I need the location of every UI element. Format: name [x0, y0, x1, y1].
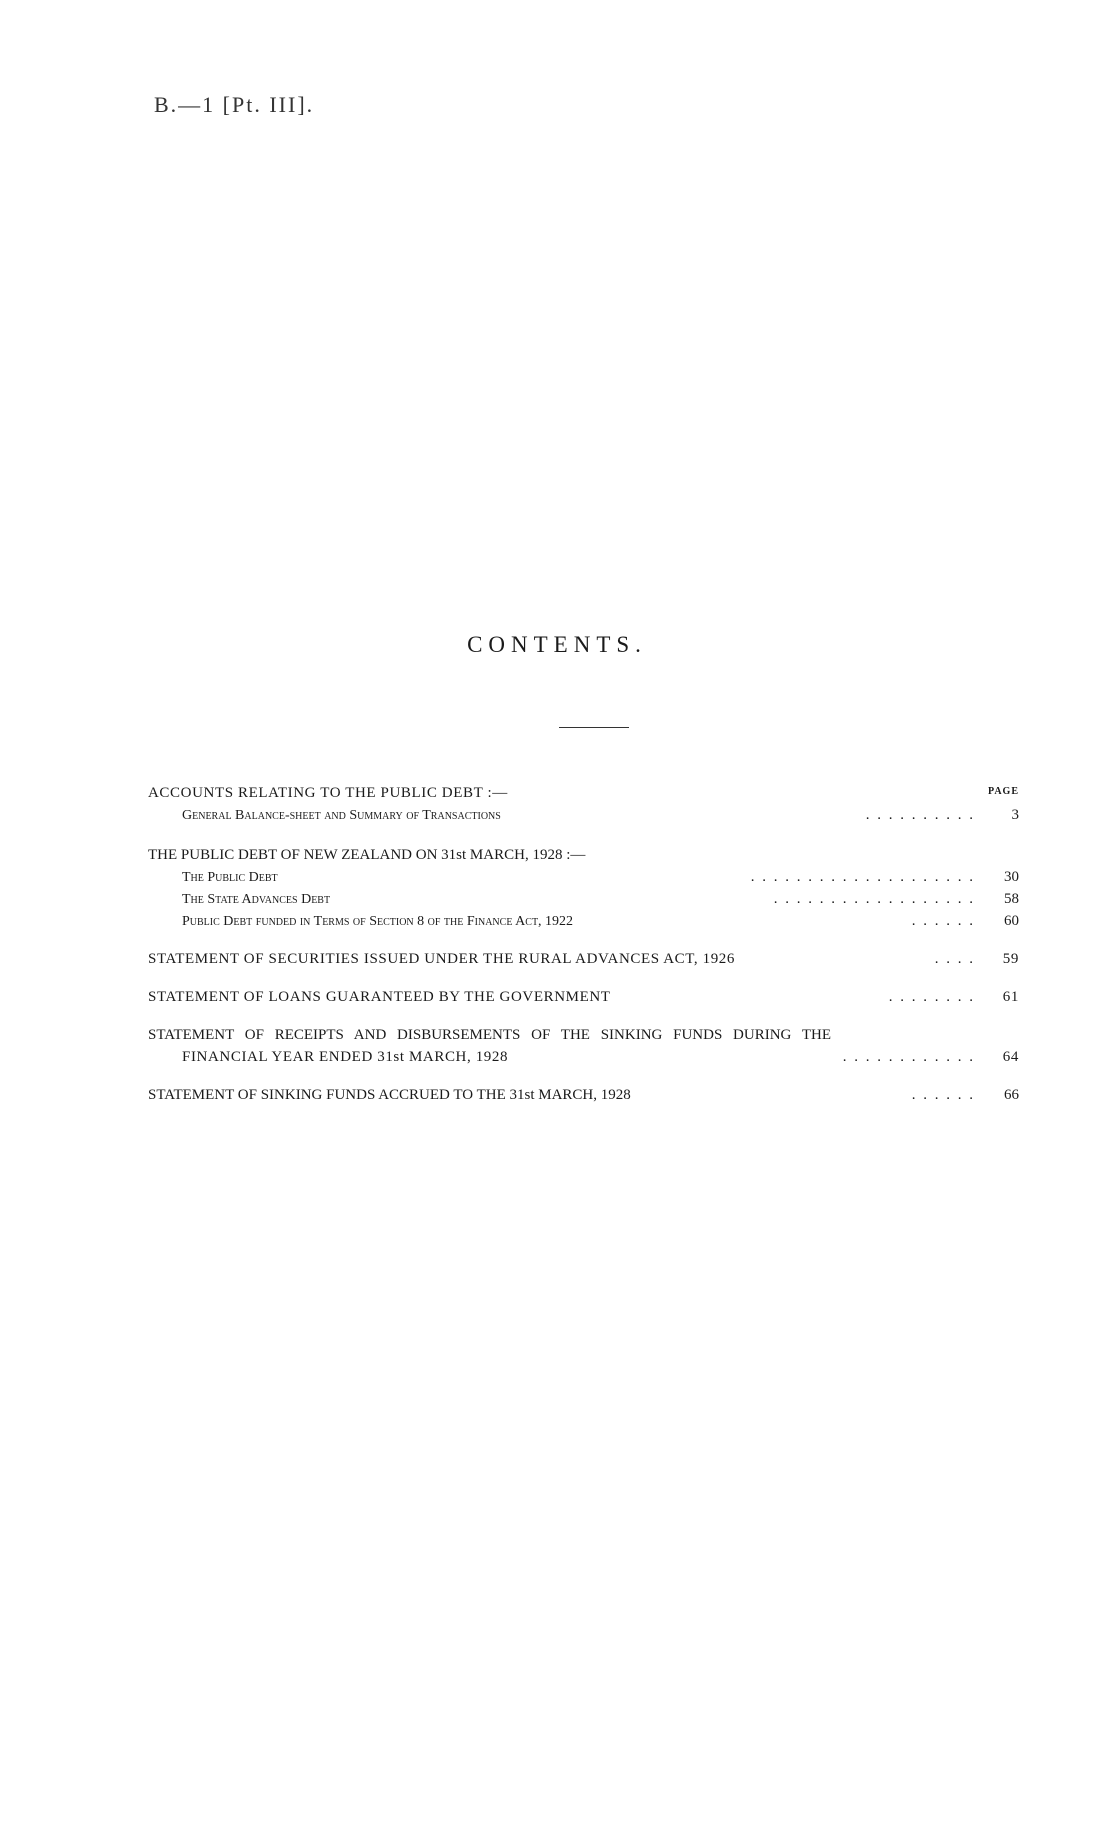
page-reference: B.—1 [Pt. III].	[154, 92, 315, 117]
toc-entry[interactable]	[148, 804, 1019, 826]
leader-dots: . . . . . .	[911, 1087, 975, 1103]
toc-entry-label: FINANCIAL YEAR ENDED 31st MARCH, 1928	[182, 1049, 509, 1065]
table-of-contents	[148, 782, 1019, 1122]
toc-entry-label: Public Debt funded in Terms of Section 8 of the Finance Act, 1922	[182, 914, 574, 929]
toc-section-title: THE PUBLIC DEBT OF NEW ZEALAND ON 31st MARCH, 1928 :—	[148, 847, 586, 863]
toc-entry[interactable]	[148, 1046, 1019, 1068]
toc-page-number: 58	[1004, 891, 1019, 907]
leader-dots: . . . . . . . .	[888, 989, 975, 1005]
toc-section-title: STATEMENT OF RECEIPTS AND DISBURSEMENTS OF THE SINKING FUNDS DURING THE	[148, 1027, 832, 1043]
heading-divider	[559, 727, 629, 728]
toc-section-rural-advances	[148, 948, 1019, 970]
toc-entry[interactable]	[148, 986, 1019, 1008]
toc-section-title: ACCOUNTS RELATING TO THE PUBLIC DEBT :—	[148, 785, 508, 801]
toc-entry-label: STATEMENT OF SINKING FUNDS ACCRUED TO THE 31st MARCH, 1928	[148, 1087, 631, 1103]
leader-dots: . . . .	[934, 951, 975, 967]
leader-dots: . . . . . . . . . .	[865, 807, 975, 823]
toc-page-number: 3	[1011, 807, 1019, 823]
toc-page-number: 64	[1002, 1049, 1019, 1065]
toc-entry-label: The Public Debt	[182, 870, 278, 885]
toc-entry-label: STATEMENT OF LOANS GUARANTEED BY THE GOVERNMENT	[148, 989, 611, 1005]
toc-page-number: 66	[1004, 1087, 1019, 1103]
toc-entry[interactable]	[148, 948, 1019, 970]
leader-dots: . . . . . . . . . . . . . . . . . . . .	[750, 869, 975, 885]
toc-entry[interactable]	[148, 866, 1019, 888]
toc-entry[interactable]	[148, 1084, 1019, 1106]
toc-section-sinking-funds-accrued	[148, 1084, 1019, 1106]
toc-page-number: 30	[1004, 869, 1019, 885]
leader-dots: . . . . . .	[911, 913, 975, 929]
contents-heading: CONTENTS.	[467, 632, 647, 657]
toc-page-number: 60	[1004, 913, 1019, 929]
toc-entry[interactable]	[148, 888, 1019, 910]
leader-dots: . . . . . . . . . . . .	[842, 1049, 975, 1065]
toc-entry-label: STATEMENT OF SECURITIES ISSUED UNDER THE RURAL ADVANCES ACT, 1926	[148, 951, 736, 967]
toc-entry[interactable]	[148, 910, 1019, 932]
toc-entry-label: General Balance-sheet and Summary of Transactions	[182, 808, 501, 823]
toc-page-number: 59	[1002, 951, 1019, 967]
leader-dots: . . . . . . . . . . . . . . . . . .	[773, 891, 975, 907]
toc-page-number: 61	[1002, 989, 1019, 1005]
page-column-label: PAGE	[987, 786, 1019, 797]
toc-entry-label: The State Advances Debt	[182, 892, 331, 907]
toc-section-public-debt-accounts	[148, 782, 1019, 826]
toc-section-public-debt-nz	[148, 844, 1019, 932]
toc-section-loans-guaranteed	[148, 986, 1019, 1008]
toc-section-sinking-funds-receipts	[148, 1024, 1019, 1068]
